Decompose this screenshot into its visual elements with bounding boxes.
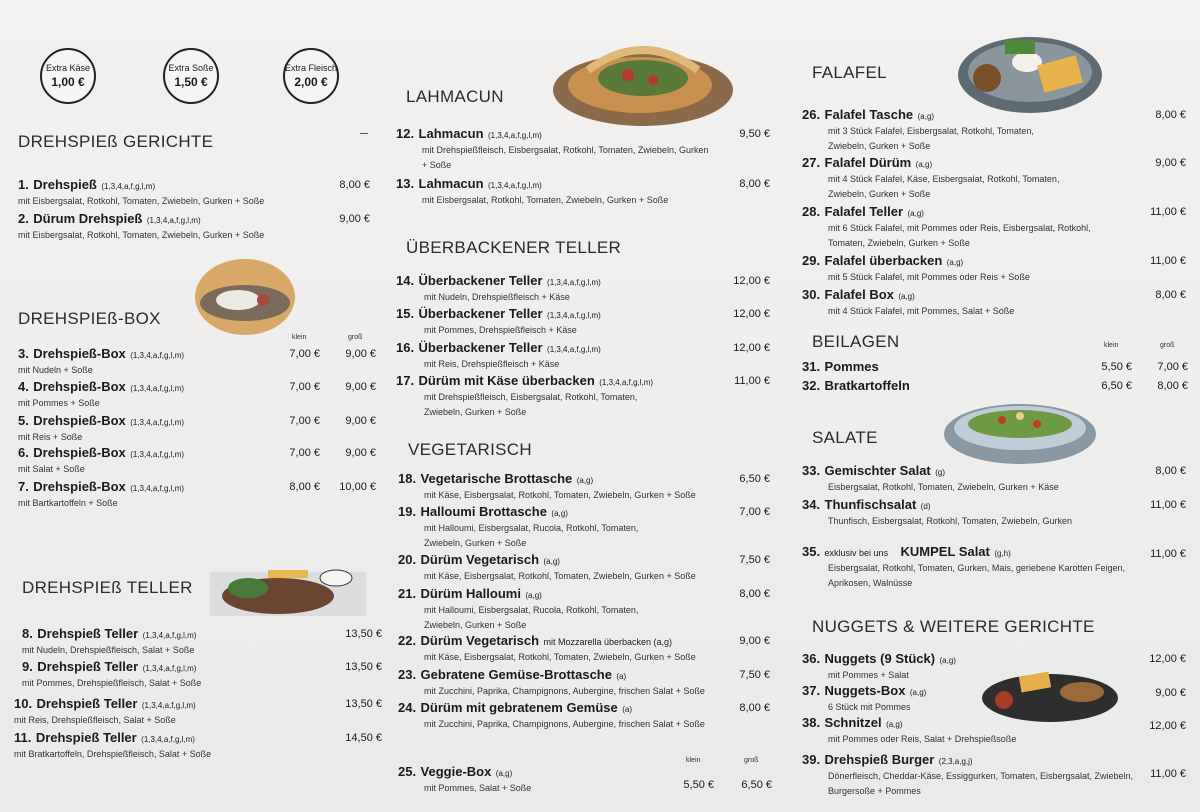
section-lahmacun: LAHMACUN <box>406 87 504 106</box>
item-price: 8,00 € <box>739 588 770 600</box>
item-price-small: 6,50 € <box>1101 380 1132 392</box>
item-desc: mit 4 Stück Falafel, Käse, Eisbergsalat, Rotkohl, Tomaten, Zwiebeln, Gurken + Soße <box>828 174 1060 199</box>
item-desc: mit Drehspießfleisch, Eisbergsalat, Rotkohl, Tomaten, Zwiebeln, Gurken + Soße <box>424 392 638 417</box>
size-label-small: klein <box>1104 342 1119 349</box>
item-number: 13. <box>396 176 415 191</box>
item-number: 12. <box>396 126 415 141</box>
item-price: 13,50 € <box>345 698 382 710</box>
item-price-large: 9,00 € <box>345 381 376 393</box>
item-codes: (1,3,4,a,f,g,l,m) <box>547 345 601 354</box>
item-price: 6,50 € <box>739 473 770 485</box>
section-nuggets: NUGGETS & WEITERE GERICHTE <box>812 617 1095 636</box>
item-desc: mit Reis, Drehspießfleisch, Salat + Soße <box>14 715 176 725</box>
item-codes: (a,g) <box>576 476 594 485</box>
size-label-large: groß <box>1160 342 1175 349</box>
item-desc: mit Bratkartoffeln, Drehspießfleisch, Salat + Soße <box>14 749 212 759</box>
item-price: 11,00 € <box>1150 499 1186 511</box>
menu-item <box>802 650 956 683</box>
menu-item <box>396 339 601 372</box>
item-name: Bratkartoffeln <box>824 378 910 393</box>
item-name: Drehspieß Teller <box>36 696 138 711</box>
item-price: 9,00 € <box>1155 157 1186 169</box>
item-name: Gebratene Gemüse-Brottasche <box>420 667 612 682</box>
item-price: 9,50 € <box>739 128 770 140</box>
item-name: Falafel Tasche <box>824 107 914 122</box>
drehspiess-box-photo <box>193 255 298 340</box>
size-label-large: groß <box>744 757 759 764</box>
item-desc: mit Käse, Eisbergsalat, Rotkohl, Tomaten, Zwiebeln, Gurken + Soße <box>424 652 696 662</box>
item-codes: (a,g) <box>525 591 542 600</box>
extra-price: 1,50 € <box>174 75 208 89</box>
menu-item <box>398 666 705 699</box>
item-price: 9,00 € <box>1155 687 1186 699</box>
section-vegetarisch: VEGETARISCH <box>408 440 532 459</box>
item-desc: Dönerfleisch, Cheddar-Käse, Essiggurken, Tomaten, Eisbergsalat, Zwiebeln, Burgersoße + Pommes <box>828 771 1133 796</box>
item-price-large: 6,50 € <box>741 779 772 791</box>
item-codes: (1,3,4,a,f,g,l,m) <box>142 664 197 673</box>
item-exclusive-note: exklusiv bei uns <box>824 548 889 558</box>
menu-item <box>18 210 338 243</box>
item-number: 27. <box>802 155 821 170</box>
item-desc: mit Pommes, Drehspießfleisch, Salat + Soße <box>22 678 202 688</box>
item-name: Drehspieß Teller <box>35 730 137 745</box>
menu-item <box>398 551 696 584</box>
item-codes: (1,3,4,a,f,g,l,m) <box>547 311 601 320</box>
item-codes: (a,g) <box>917 112 935 121</box>
menu-item <box>802 496 1072 529</box>
item-number: 3. <box>18 346 29 361</box>
item-price: 8,00 € <box>739 178 770 190</box>
item-number: 11. <box>14 730 32 745</box>
item-codes: (1,3,4,a,f,g,l,m) <box>130 351 185 360</box>
menu-item <box>18 176 338 209</box>
item-number: 36. <box>802 651 821 666</box>
item-name: Dürüm Vegetarisch <box>420 633 540 648</box>
item-number: 19. <box>398 504 417 519</box>
item-desc: Eisbergsalat, Rotkohl, Tomaten, Zwiebeln, Gurken + Käse <box>828 482 1059 492</box>
item-name: Veggie-Box <box>420 764 492 779</box>
menu-item <box>398 470 696 503</box>
item-name: Überbackener Teller <box>418 273 543 288</box>
size-label-large: groß <box>348 334 363 341</box>
menu-item <box>802 203 1098 251</box>
section-beilagen: BEILAGEN <box>812 332 900 351</box>
item-desc: mit Zucchini, Paprika, Champignons, Aubergine, frischen Salat + Soße <box>424 686 705 696</box>
item-price: 14,50 € <box>345 732 382 744</box>
menu-item <box>396 125 712 173</box>
extra-price: 2,00 € <box>294 75 328 89</box>
item-codes: (1,3,4,a,f,g,l,m) <box>101 182 156 191</box>
menu-item <box>398 503 664 551</box>
item-desc: 6 Stück mit Pommes <box>828 702 911 712</box>
item-price-large: 9,00 € <box>345 447 376 459</box>
item-price: 8,00 € <box>1155 289 1186 301</box>
item-name: Drehspieß-Box <box>33 379 126 394</box>
item-price-small: 7,00 € <box>289 447 320 459</box>
item-number: 23. <box>398 667 417 682</box>
item-desc: mit Halloumi, Eisbergsalat, Rucola, Rotkohl, Tomaten, Zwiebeln, Gurken + Soße <box>424 605 639 630</box>
item-desc: mit Halloumi, Eisbergsalat, Rucola, Rotkohl, Tomaten, Zwiebeln, Gurken + Soße <box>424 523 639 548</box>
item-number: 24. <box>398 700 417 715</box>
item-number: 30. <box>802 287 821 302</box>
item-name: Falafel überbacken <box>824 253 943 268</box>
item-price: 11,00 € <box>734 375 770 387</box>
menu-item <box>18 378 184 411</box>
item-name: Dürüm Vegetarisch <box>420 552 540 567</box>
menu-item <box>398 699 705 732</box>
item-desc: mit 3 Stück Falafel, Eisbergsalat, Rotkohl, Tomaten, Zwiebeln, Gurken + Soße <box>828 126 1034 151</box>
item-desc: Eisbergsalat, Rotkohl, Tomaten, Gurken, Mais, geriebene Karotten Feigen, Aprikosen, Walnüsse <box>828 563 1125 588</box>
item-desc: mit Pommes + Salat <box>828 670 909 680</box>
menu-item <box>22 658 201 691</box>
menu-item <box>802 154 1098 202</box>
item-number: 20. <box>398 552 417 567</box>
item-name: Dürüm mit gebratenem Gemüse <box>420 700 618 715</box>
item-number: 14. <box>396 273 415 288</box>
item-desc: mit Käse, Eisbergsalat, Rotkohl, Tomaten, Zwiebeln, Gurken + Soße <box>424 571 696 581</box>
item-name: Überbackener Teller <box>418 306 543 321</box>
item-price-large: 9,00 € <box>345 415 376 427</box>
menu-item <box>14 729 211 762</box>
item-name: Drehspieß-Box <box>33 346 126 361</box>
item-price: 8,00 € <box>1155 109 1186 121</box>
item-number: 15. <box>396 306 415 321</box>
item-codes: (g,h) <box>994 549 1011 558</box>
menu-item <box>802 106 1058 154</box>
item-number: 10. <box>14 696 33 711</box>
section-ueberbackener-teller: ÜBERBACKENER TELLER <box>406 238 622 257</box>
item-price: 12,00 € <box>733 342 770 354</box>
menu-item <box>802 543 1158 591</box>
item-number: 32. <box>802 378 821 393</box>
item-desc: mit Bartkartoffeln + Soße <box>18 498 118 508</box>
item-codes: (g) <box>935 468 945 477</box>
item-codes: (a,g) <box>551 509 568 518</box>
item-number: 1. <box>18 177 29 192</box>
section-drehspiess-box: DREHSPIEß-BOX <box>18 309 161 328</box>
item-codes: (1,3,4,a,f,g,l,m) <box>141 701 196 710</box>
item-number: 34. <box>802 497 821 512</box>
size-label-small: klein <box>292 334 307 341</box>
item-codes: (1,3,4,a,f,g,l,m) <box>130 450 185 459</box>
item-number: 31. <box>802 359 821 374</box>
item-price: 12,00 € <box>733 308 770 320</box>
item-codes: (a,g) <box>543 557 560 566</box>
item-desc: mit Pommes oder Reis, Salat + Drehspießsoße <box>828 734 1017 744</box>
item-number: 2. <box>18 211 29 226</box>
menu-item <box>396 305 601 338</box>
item-number: 6. <box>18 445 29 460</box>
item-price-small: 7,00 € <box>289 381 320 393</box>
falafel-photo <box>955 30 1105 115</box>
item-name: Vegetarische Brottasche <box>420 471 573 486</box>
item-number: 35. <box>802 544 821 559</box>
item-name: Nuggets-Box <box>824 683 906 698</box>
item-number: 18. <box>398 471 417 486</box>
item-price: 13,50 € <box>345 661 382 673</box>
section-drehspiess-teller: DREHSPIEß TELLER <box>22 578 193 597</box>
item-codes: (a) <box>616 672 627 681</box>
item-codes: mit Mozzarella überbacken (a,g) <box>543 637 673 647</box>
item-desc: mit Eisbergsalat, Rotkohl, Tomaten, Zwiebeln, Gurken + Soße <box>18 196 265 206</box>
item-name: Pommes <box>824 359 879 374</box>
menu-item <box>396 372 674 420</box>
section-falafel: FALAFEL <box>812 63 887 82</box>
item-price-small: 5,50 € <box>683 779 714 791</box>
menu-item <box>802 358 879 376</box>
item-codes: (a,g) <box>886 720 903 729</box>
item-name: Drehspieß <box>33 177 97 192</box>
item-name: Falafel Box <box>824 287 894 302</box>
item-number: 16. <box>396 340 415 355</box>
item-number: 9. <box>22 659 33 674</box>
item-number: 29. <box>802 253 821 268</box>
item-codes: (2,3,a,g,j) <box>938 757 973 766</box>
menu-item <box>14 695 196 728</box>
item-desc: mit Zucchini, Paprika, Champignons, Aubergine, frischen Salat + Soße <box>424 719 705 729</box>
extra-badge <box>163 48 219 104</box>
item-name: Dürum Drehspieß <box>33 211 143 226</box>
item-codes: (1,3,4,a,f,g,l,m) <box>599 378 654 387</box>
item-codes: (d) <box>920 502 931 511</box>
item-price: 9,00 € <box>339 213 370 225</box>
menu-item <box>22 625 196 658</box>
item-desc: mit 6 Stück Falafel, mit Pommes oder Reis, Eisbergsalat, Rotkohl, Tomaten, Zwiebeln, Gurken + Soße <box>828 223 1091 248</box>
item-price: 11,00 € <box>1150 206 1186 218</box>
menu-item <box>18 345 184 378</box>
item-desc: Thunfisch, Eisbergsalat, Rotkohl, Tomaten, Zwiebeln, Gurken <box>828 516 1072 526</box>
extra-badge <box>283 48 339 104</box>
item-codes: (a,g) <box>915 160 933 169</box>
item-price: 7,50 € <box>739 669 770 681</box>
item-number: 22. <box>398 633 417 648</box>
item-codes: (a,g) <box>909 688 927 697</box>
item-name: Thunfischsalat <box>824 497 917 512</box>
item-number: 25. <box>398 764 417 779</box>
item-codes: (1,3,4,a,f,g,l,m) <box>488 131 542 140</box>
item-price: 12,00 € <box>1149 653 1186 665</box>
menu-item <box>18 478 184 511</box>
item-price: 8,00 € <box>339 179 370 191</box>
item-name: Nuggets (9 Stück) <box>824 651 936 666</box>
item-price: 12,00 € <box>1149 720 1186 732</box>
item-codes: (1,3,4,a,f,g,l,m) <box>130 418 185 427</box>
item-name: Drehspieß-Box <box>33 479 126 494</box>
item-price-small: 7,00 € <box>289 348 320 360</box>
extra-label: Extra Soße <box>168 63 214 73</box>
item-name: Falafel Teller <box>824 204 904 219</box>
item-number: 39. <box>802 752 821 767</box>
item-codes: (1,3,4,a,f,g,l,m) <box>141 735 195 744</box>
item-desc: mit Eisbergsalat, Rotkohl, Tomaten, Zwiebeln, Gurken + Soße <box>18 230 265 240</box>
item-price-small: 5,50 € <box>1101 361 1132 373</box>
item-codes: (1,3,4,a,f,g,l,m) <box>130 484 185 493</box>
item-codes: (1,3,4,a,f,g,l,m) <box>146 216 201 225</box>
item-desc: mit Pommes, Salat + Soße <box>424 783 532 793</box>
menu-item <box>802 714 1016 747</box>
item-price: 11,00 € <box>1150 548 1186 560</box>
menu-item <box>802 751 1138 799</box>
item-price-large: 8,00 € <box>1157 380 1188 392</box>
item-desc: mit Reis, Drehspießfleisch + Käse <box>424 359 560 369</box>
lahmacun-photo <box>548 30 738 130</box>
item-codes: (a,g) <box>939 656 956 665</box>
item-number: 38. <box>802 715 821 730</box>
item-name: KUMPEL Salat <box>900 544 990 559</box>
item-price-small: 8,00 € <box>289 481 320 493</box>
item-desc: mit Nudeln + Soße <box>18 365 93 375</box>
item-number: 26. <box>802 107 821 122</box>
item-number: 21. <box>398 586 417 601</box>
item-number: 37. <box>802 683 821 698</box>
divider <box>360 133 368 134</box>
item-desc: mit 5 Stück Falafel, mit Pommes oder Reis + Soße <box>828 272 1030 282</box>
item-number: 5. <box>18 413 29 428</box>
item-name: Drehspieß-Box <box>33 445 126 460</box>
drehspiess-teller-photo <box>208 562 368 620</box>
menu-item <box>18 444 184 477</box>
item-name: Drehspieß Teller <box>37 626 139 641</box>
extra-label: Extra Käse <box>45 63 91 73</box>
item-number: 4. <box>18 379 29 394</box>
menu-item <box>18 412 184 445</box>
item-name: Drehspieß-Box <box>33 413 126 428</box>
item-name: Gemischter Salat <box>824 463 931 478</box>
item-codes: (a,g) <box>907 209 924 218</box>
item-desc: mit Salat + Soße <box>18 464 85 474</box>
item-desc: mit Nudeln, Drehspießfleisch, Salat + Soße <box>22 645 195 655</box>
item-name: Dürüm Halloumi <box>420 586 521 601</box>
item-price: 8,00 € <box>739 702 770 714</box>
item-number: 8. <box>22 626 33 641</box>
menu-item <box>398 632 696 665</box>
item-desc: mit 4 Stück Falafel, mit Pommes, Salat + Soße <box>828 306 1015 316</box>
item-name: Drehspieß Teller <box>37 659 139 674</box>
item-desc: mit Pommes + Soße <box>18 398 100 408</box>
item-price: 8,00 € <box>1155 465 1186 477</box>
menu-item <box>398 585 664 633</box>
item-codes: (1,3,4,a,f,g,l,m) <box>142 631 197 640</box>
extra-price: 1,00 € <box>51 75 85 89</box>
menu-item <box>396 175 668 208</box>
menu-item <box>398 763 531 796</box>
item-price-large: 10,00 € <box>339 481 376 493</box>
item-price: 9,00 € <box>739 635 770 647</box>
size-label-small: klein <box>686 757 701 764</box>
item-desc: mit Drehspießfleisch, Eisbergsalat, Rotkohl, Tomaten, Zwiebeln, Gurken + Soße <box>422 145 709 170</box>
item-price-large: 7,00 € <box>1157 361 1188 373</box>
item-codes: (a,g) <box>946 258 964 267</box>
item-name: Schnitzel <box>824 715 882 730</box>
item-desc: mit Käse, Eisbergsalat, Rotkohl, Tomaten, Zwiebeln, Gurken + Soße <box>424 490 696 500</box>
item-price-small: 7,00 € <box>289 415 320 427</box>
item-number: 17. <box>396 373 415 388</box>
item-price: 7,00 € <box>739 506 770 518</box>
menu-item <box>802 286 1014 319</box>
item-desc: mit Nudeln, Drehspießfleisch + Käse <box>424 292 570 302</box>
item-price: 11,00 € <box>1150 255 1186 267</box>
item-number: 7. <box>18 479 29 494</box>
section-drehspiess-gerichte: DREHSPIEß GERICHTE <box>18 132 214 151</box>
item-number: 28. <box>802 204 821 219</box>
item-codes: (a) <box>622 705 632 714</box>
menu-item <box>802 377 910 395</box>
salat-photo <box>942 398 1098 466</box>
item-codes: (1,3,4,a,f,g,l,m) <box>488 181 542 190</box>
item-codes: (a,g) <box>495 769 513 778</box>
section-salate: SALATE <box>812 428 878 447</box>
item-desc: mit Pommes, Drehspießfleisch + Käse <box>424 325 577 335</box>
item-name: Falafel Dürüm <box>824 155 912 170</box>
item-name: Drehspieß Burger <box>824 752 935 767</box>
item-desc: mit Reis + Soße <box>18 432 83 442</box>
item-codes: (1,3,4,a,f,g,l,m) <box>130 384 185 393</box>
item-name: Halloumi Brottasche <box>420 504 547 519</box>
item-codes: (a,g) <box>898 292 915 301</box>
item-name: Lahmacun <box>418 176 484 191</box>
menu-item <box>802 682 926 715</box>
item-name: Überbackener Teller <box>418 340 543 355</box>
item-price: 13,50 € <box>345 628 382 640</box>
menu-item <box>396 272 601 305</box>
item-price-large: 9,00 € <box>345 348 376 360</box>
item-price: 7,50 € <box>739 554 770 566</box>
extra-label: Extra Fleisch <box>285 63 338 73</box>
item-price: 12,00 € <box>733 275 770 287</box>
item-number: 33. <box>802 463 821 478</box>
item-name: Lahmacun <box>418 126 484 141</box>
item-price: 11,00 € <box>1150 768 1186 780</box>
menu-item <box>802 462 1059 495</box>
item-name: Dürüm mit Käse überbacken <box>418 373 595 388</box>
item-desc: mit Eisbergsalat, Rotkohl, Tomaten, Zwiebeln, Gurken + Soße <box>422 195 669 205</box>
extra-badge <box>40 48 96 104</box>
menu-item <box>802 252 1030 285</box>
item-codes: (1,3,4,a,f,g,l,m) <box>547 278 601 287</box>
